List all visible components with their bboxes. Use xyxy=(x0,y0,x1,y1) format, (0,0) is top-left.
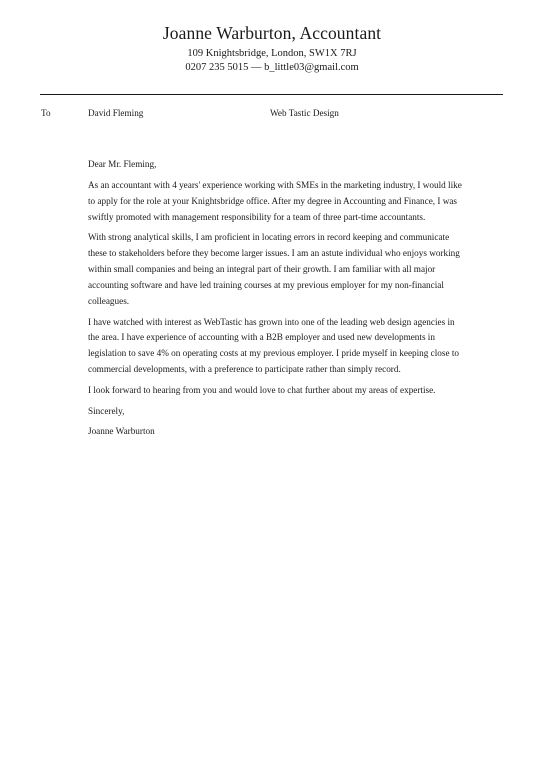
recipient-label: To xyxy=(41,108,51,118)
body-paragraph: I look forward to hearing from you and would love to chat further about my areas of expertise. xyxy=(88,384,436,395)
recipient-company: Web Tastic Design xyxy=(270,108,339,118)
signature: Joanne Warburton xyxy=(88,426,155,437)
sender-name: Joanne Warburton, Accountant xyxy=(162,23,382,43)
letter-body xyxy=(88,157,464,445)
sender-address: 109 Knightsbridge, London, SW1X 7RJ xyxy=(187,48,357,59)
salutation: Dear Mr. Fleming, xyxy=(88,159,157,169)
body-paragraph: As an accountant with 4 years' experience working with SMEs in the marketing industry, I would like to apply for the role at your Knightsbridge office. After my degree in Accounting and Finance, I was swiftly promoted with management responsibility for a team of three part-time accountants. xyxy=(88,179,462,222)
body-paragraph: I have watched with interest as WebTastic has grown into one of the leading web design agencies in the area. I have experience of accounting with a B2B employer and used new developments in legislation to save 4% on operating costs at my previous employer. I pride myself in keeping close to commercial developments, with a preference to participate rather than simply record. xyxy=(88,316,459,375)
sender-contact: 0207 235 5015 — b_little03@gmail.com xyxy=(185,62,359,73)
closing: Sincerely, xyxy=(88,405,125,416)
recipient-name: David Fleming xyxy=(88,108,144,118)
header-divider xyxy=(40,94,503,95)
letter-header xyxy=(0,22,544,75)
body-paragraph: With strong analytical skills, I am proficient in locating errors in record keeping and communicate these to stakeholders before they become larger issues. I am an astute individual who enjoys working within small companies and being an integral part of their growth. I am familiar with all major accounting software and have led training courses at my previous employer for my non-financial colleagues. xyxy=(88,232,460,306)
